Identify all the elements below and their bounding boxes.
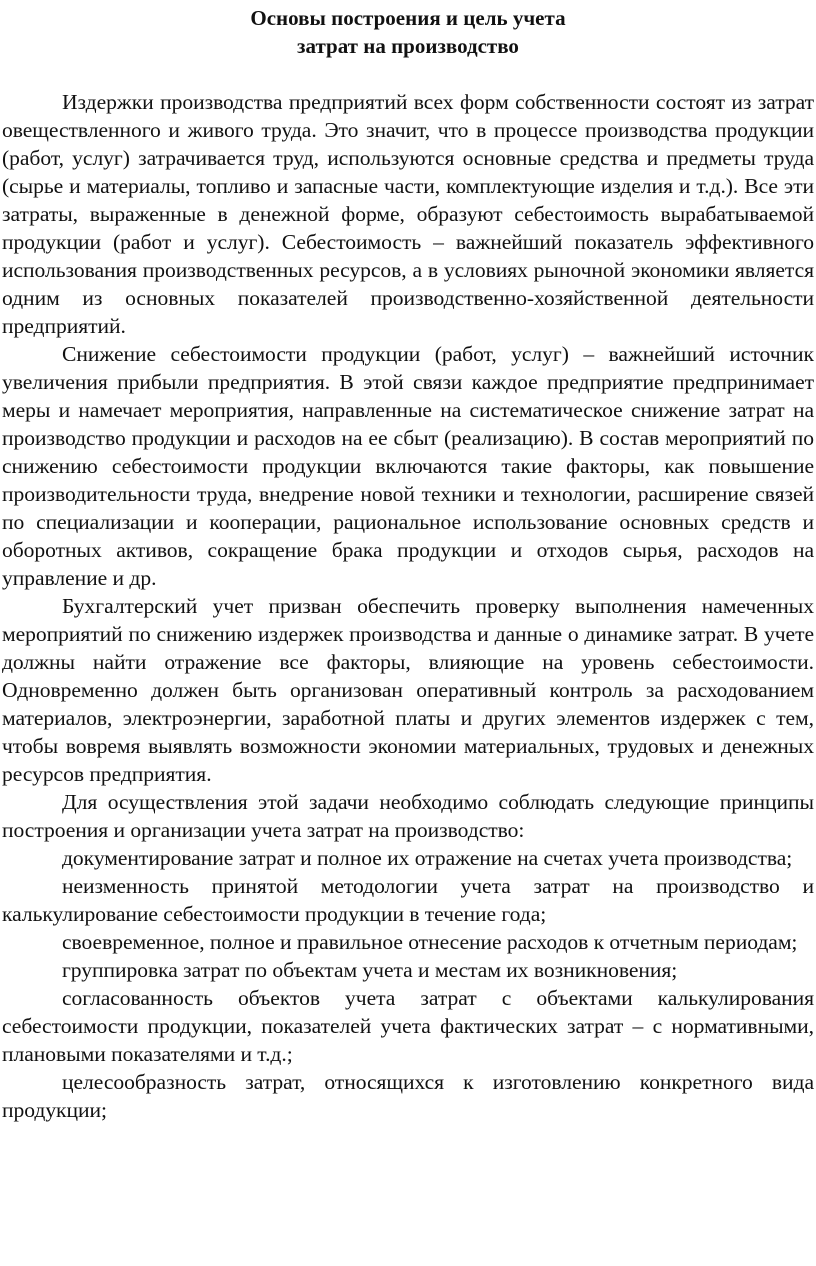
- principle-period-allocation: своевременное, полное и правильное отнесение расходов к отчетным периодам;: [62, 930, 798, 954]
- paragraph-costs-definition: Издержки производства предприятий всех форм собственности состоят из затрат овеществленного и живого труда. Это значит, что в процессе производства продукции (работ, услуг) затрачивается труд, используются основные средства и предметы труда (сырье и материалы, топливо и запасные части, комплектующие изделия и т.д.). Все эти затраты, выраженные в денежной форме, образуют себестоимость вырабатываемой продукции (работ и услуг). Себестоимость – важнейший показатель эффективного использования производственных ресурсов, а в условиях рыночной экономики является одним из основных показателей производственно-хозяйственной деятельности предприятий.: [2, 90, 814, 338]
- principle-methodology: неизменность принятой методологии учета затрат на производство и калькулирование себестоимости продукции в течение года;: [2, 874, 814, 926]
- document-title-line-2: затрат на производство: [297, 34, 519, 58]
- document-title-line-1: Основы построения и цель учета: [250, 6, 566, 30]
- paragraph-principles-intro: Для осуществления этой задачи необходимо соблюдать следующие принципы построения и организации учета затрат на производство:: [2, 790, 814, 842]
- title-spacer: [2, 60, 814, 88]
- principle-consistency: согласованность объектов учета затрат с объектами калькулирования себестоимости продукции, показателей учета фактических затрат – с нормативными, плановыми показателями и т.д.;: [2, 986, 814, 1066]
- paragraph-accounting-role: Бухгалтерский учет призван обеспечить проверку выполнения намеченных мероприятий по снижению издержек производства и данные о динамике затрат. В учете должны найти отражение все факторы, влияющие на уровень себестоимости. Одновременно должен быть организован оперативный контроль за расходованием материалов, электроэнергии, заработной платы и других элементов издержек с тем, чтобы вовремя выявлять возможности экономии материальных, трудовых и денежных ресурсов предприятия.: [2, 594, 814, 786]
- paragraph-cost-reduction: Снижение себестоимости продукции (работ, услуг) – важнейший источник увеличения прибыли предприятия. В этой связи каждое предприятие предпринимает меры и намечает мероприятия, направленные на систематическое снижение затрат на производство продукции и расходов на ее сбыт (реализацию). В состав мероприятий по снижению себестоимости продукции включаются такие факторы, как повышение производительности труда, внедрение новой техники и технологии, расширение связей по специализации и кооперации, рациональное использование основных средств и оборотных активов, сокращение брака продукции и отходов сырья, расходов на управление и др.: [2, 342, 814, 590]
- principle-grouping: группировка затрат по объектам учета и местам их возникновения;: [62, 958, 678, 982]
- principle-documentation: документирование затрат и полное их отражение на счетах учета производства;: [62, 846, 793, 870]
- principle-expediency: целесообразность затрат, относящихся к изготовлению конкретного вида продукции;: [2, 1070, 814, 1122]
